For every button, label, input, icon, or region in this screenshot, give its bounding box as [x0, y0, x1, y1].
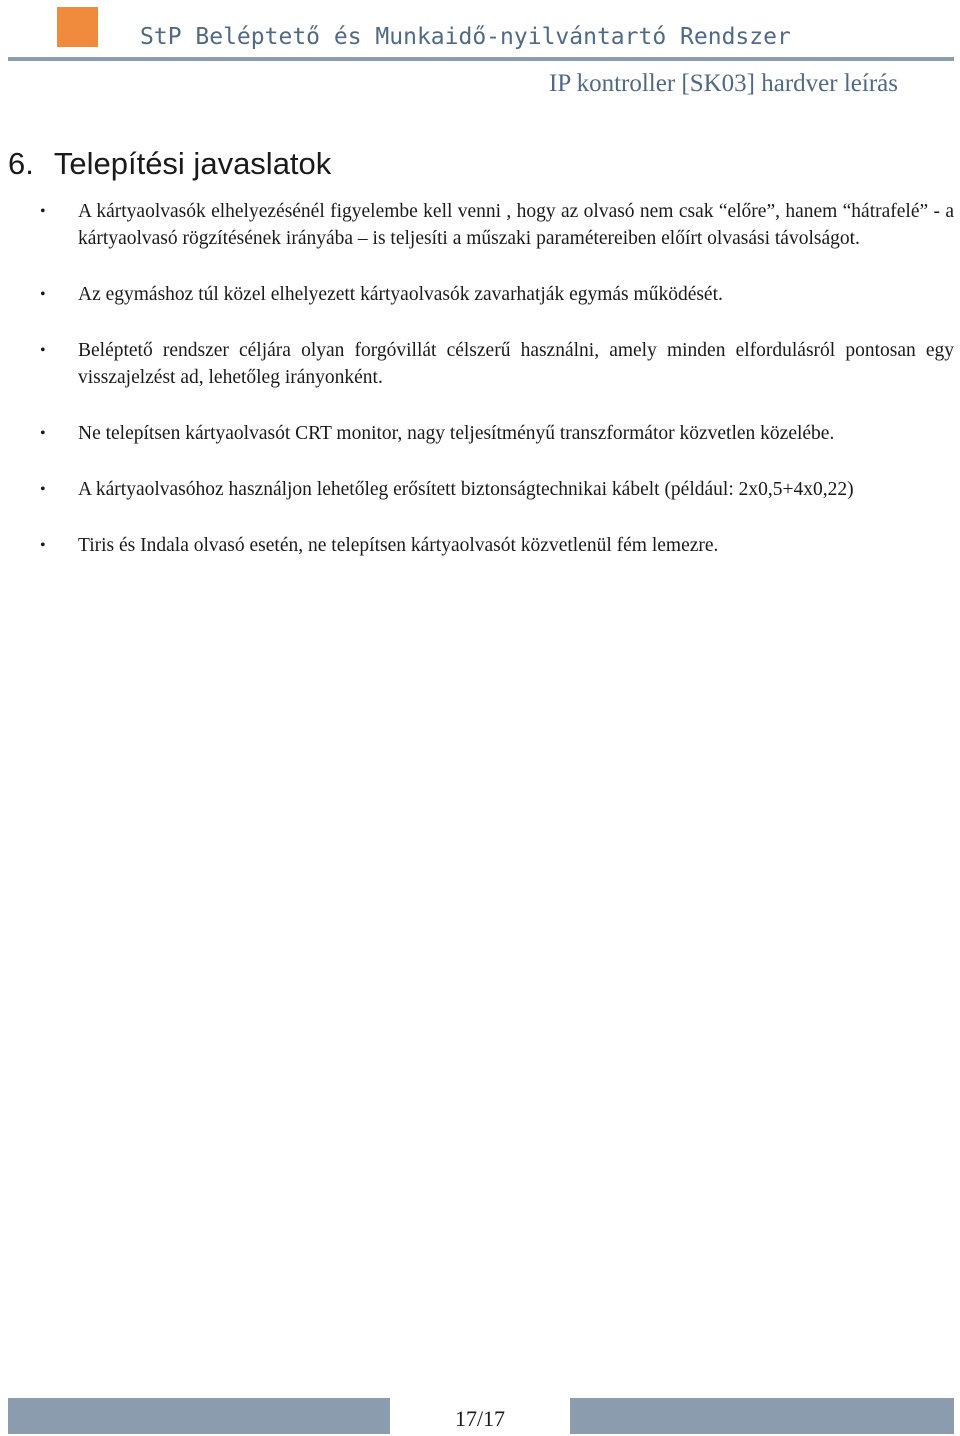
- list-item: [40, 281, 954, 308]
- bullet-icon: •: [40, 203, 46, 220]
- section-number: 6.: [8, 146, 34, 181]
- list-item: [40, 532, 954, 559]
- document-title: StP Beléptető és Munkaidő-nyilvántartó Rendszer: [140, 24, 791, 50]
- bullet-icon: •: [40, 342, 46, 359]
- list-item: [40, 420, 954, 447]
- footer-stripes-icon: [570, 1398, 662, 1434]
- list-item-text: Tiris és Indala olvasó esetén, ne telepítsen kártyaolvasót közvetlenül fém lemezre.: [78, 535, 719, 556]
- bullet-icon: •: [40, 481, 46, 498]
- header-rule: [8, 57, 954, 61]
- bullet-icon: •: [40, 425, 46, 442]
- page-number: 17/17: [454, 1406, 506, 1431]
- section-heading: [8, 146, 331, 182]
- list-item-text: Beléptető rendszer céljára olyan forgóvillát célszerű használni, amely minden elfordulásról pontosan egy visszajelzést ad, lehetőleg irányonként.: [78, 340, 954, 388]
- logo-square: [57, 7, 98, 47]
- list-item: [40, 198, 954, 252]
- list-item-text: Az egymáshoz túl közel elhelyezett kártyaolvasók zavarhatják egymás működését.: [78, 284, 723, 305]
- bullet-icon: •: [40, 537, 46, 554]
- list-item: [40, 337, 954, 391]
- list-item-text: Ne telepítsen kártyaolvasót CRT monitor, nagy teljesítményű transzformátor közvetlen közelébe.: [78, 423, 835, 444]
- list-item-text: A kártyaolvasók elhelyezésénél figyelembe kell venni , hogy az olvasó nem csak “előre”, hanem “hátrafelé” - a kártyaolvasó rögzítésének irányába – is teljesíti a műszaki paramétereiben előírt olvasási távolságot.: [78, 201, 954, 249]
- document-subtitle: IP kontroller [SK03] hardver leírás: [549, 70, 898, 97]
- bullet-list: [40, 198, 954, 588]
- list-item-text: A kártyaolvasóhoz használjon lehetőleg erősített biztonságtechnikai kábelt (például: 2x0,5+4x0,22): [78, 479, 854, 500]
- list-item: [40, 476, 954, 503]
- footer-logo-icon: [356, 1401, 390, 1431]
- bullet-icon: •: [40, 286, 46, 303]
- section-title: Telepítési javaslatok: [53, 146, 332, 181]
